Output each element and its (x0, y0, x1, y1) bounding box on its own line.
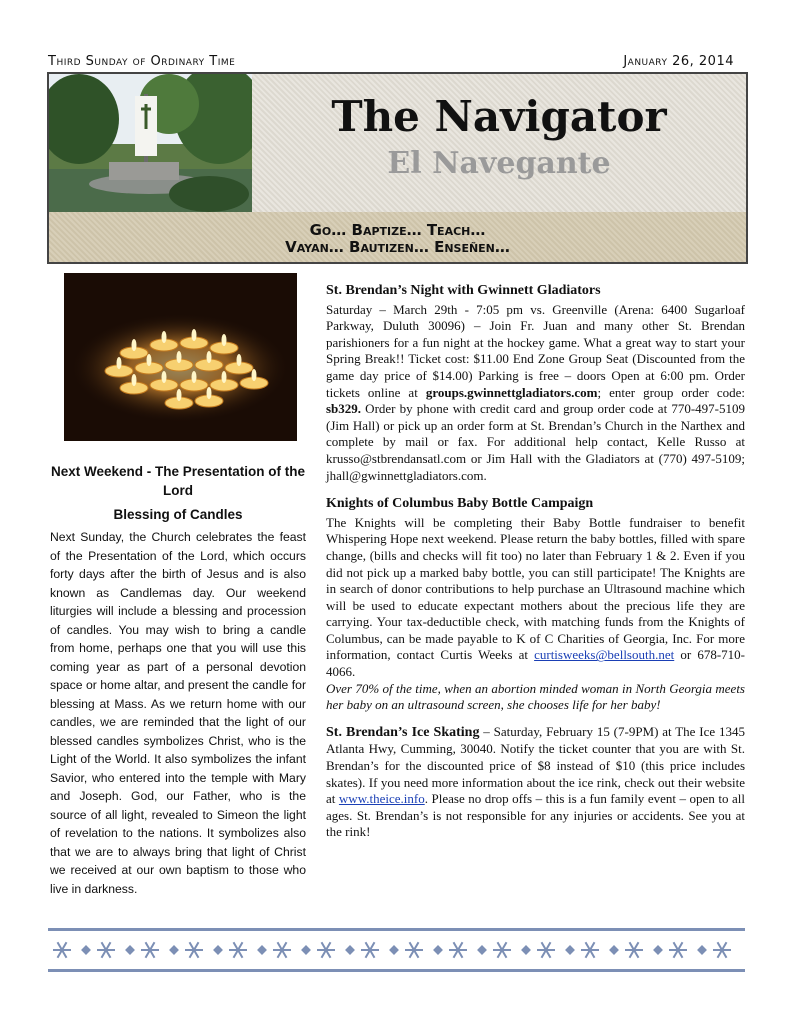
newsletter-subtitle: El Navegante (387, 146, 611, 181)
header-bar (48, 50, 734, 73)
snowflake-icon (229, 942, 247, 958)
gladiators-body (326, 302, 745, 485)
skating-text-1: – Saturday, February 15 (7-9PM) at The Ice 1345 Atlanta Hwy, Cumming, 30040. Notify the ticket counter that you are with St. Brendan’s for the discounted price of $8 instead of $10 (this price includes skates). If you need more information about the ice rink, check out their website at (326, 723, 745, 807)
gladiators-text-3: Order by phone with credit card and group order code at 770-497-5109 (Jim Hall) or pick up an order form at St. Brendan’s Church in the Narthex and complete by mail or fax. For additional help contact, Kelle Russo at krusso@stbrendansatl.com or Jim Hall with the Gladiators at (770) 497-5109; jhall@gwinnettgladiators.com. (326, 401, 745, 483)
diamond-icon (610, 946, 618, 954)
right-column (326, 283, 745, 841)
diamond-icon (258, 946, 266, 954)
gladiators-code: sb329. (326, 401, 362, 417)
snowflake-icon (449, 942, 467, 958)
gladiators-heading: St. Brendan’s Night with Gwinnett Gladiators (326, 283, 601, 298)
tagline-english: Go… Baptize… Teach… (309, 221, 486, 239)
ultrasound-quote: Over 70% of the time, when an abortion minded woman in North Georgia meets her baby on an ultrasound screen, she chooses life for her baby! (326, 680, 745, 713)
snowflake-icon (581, 942, 599, 958)
snowflake-icon (97, 942, 115, 958)
diamond-icon (522, 946, 530, 954)
diamond-icon (390, 946, 398, 954)
gladiators-section (326, 283, 745, 484)
theice-link[interactable]: www.theice.info (338, 791, 425, 807)
snowflake-border (48, 928, 745, 972)
skating-text-2: . Please no drop offs – this is a fun family event – open to all ages. St. Brendan’s is not responsible for any injuries or accidents. See you at the rink! (326, 791, 745, 840)
presentation-body: Next Sunday, the Church celebrates the feast of the Presentation of the Lord, which occurs forty days after the birth of Jesus and is also known as Candlemas day. Our weekend liturgies will include a blessing and procession of candles. You may wish to bring a candle from home, perhaps one that you will use this coming year as part of a personal devotion space or home altar, and present the candle for blessing at Mass. As we return home with our candles, we are reminded that the light of our blessed candles symbolizes Christ, who is the Light of the World. It also symbolizes the infant Savior, who entered into the temple with Mary and Joseph. God, our Father, who is the source of all light, revealed to Simeon the light of revelation to the nations. It symbolizes also that we are to always bring that light of Christ we received at our own baptism to those who live in darkness. (50, 530, 306, 896)
snowflake-icon (361, 942, 379, 958)
skating-heading: St. Brendan’s Ice Skating (326, 724, 480, 740)
candles-subheading: Blessing of Candles (113, 507, 243, 522)
knights-email-link[interactable]: curtisweeks@bellsouth.net (534, 647, 675, 663)
snowflake-icon (405, 942, 423, 958)
liturgical-date: Third Sunday of Ordinary Time (48, 54, 236, 69)
knights-text-2: or 678-710-4066. (326, 647, 745, 680)
snowflake-icon (53, 942, 71, 958)
diamond-icon (654, 946, 662, 954)
knights-heading: Knights of Columbus Baby Bottle Campaign (326, 496, 594, 512)
diamond-icon (478, 946, 486, 954)
snowflake-icon (317, 942, 335, 958)
diamond-icon (82, 946, 90, 954)
snowflake-icon (273, 942, 291, 958)
presentation-heading: Next Weekend - The Presentation of the Lord (50, 464, 306, 498)
snowflake-icon (141, 942, 159, 958)
church-garden-photo (49, 74, 254, 212)
candles-photo (64, 273, 297, 441)
diamond-icon (566, 946, 574, 954)
diamond-icon (214, 946, 222, 954)
diamond-icon (126, 946, 134, 954)
tagline-panel (49, 212, 746, 262)
diamond-icon (698, 946, 706, 954)
diamond-icon (346, 946, 354, 954)
knights-body (326, 515, 745, 681)
knights-text-1: The Knights will be completing their Baby Bottle fundraiser to benefit Whispering Hope next weekend. Please return the baby bottles, filled with spare change, (bills and checks will fit too) no later than February 1 & 2. Even if you did not pick up a marked baby bottle, you can still participate! The Knights are in search of donor contributions to help purchase an Ultrasound machine which will be used to educate expectant mothers about the precious life they are carrying. Your tax-deductible check, with matching funds from the Knights of Columbus, can be made payable to K of C Charities of Georgia, Inc. For more information, contact Curtis Weeks at (326, 514, 745, 663)
gladiators-site: groups.gwinnettgladiators.com (425, 384, 598, 400)
skating-body (326, 724, 745, 841)
title-panel (252, 74, 746, 214)
snowflake-icon (713, 942, 731, 958)
issue-date: January 26, 2014 (623, 54, 734, 69)
snowflake-icon (669, 942, 687, 958)
snowflake-icon (537, 942, 555, 958)
snowflake-icon (625, 942, 643, 958)
diamond-icon (170, 946, 178, 954)
tagline-spanish: Vayan… Bautizen… Enseñen… (285, 238, 510, 256)
diamond-icon (434, 946, 442, 954)
presentation-article (50, 462, 306, 898)
snowflake-icon (493, 942, 511, 958)
snowflake-icon (185, 942, 203, 958)
gladiators-text-1: Saturday – March 29th - 7:05 pm vs. Greenville (Arena: 6400 Sugarloaf Parkway, Duluth 30096) – Join Fr. Juan and many other St. Brendan parishioners for a fun night at the hockey game. What a great way to start your Spring Break!! Ticket cost: $11.00 End Zone Group Seat (Discounted from the game day price of $14.00) Parking is free – doors Open at 6:00 pm. Order tickets online at (326, 301, 745, 400)
diamond-icon (302, 946, 310, 954)
knights-section (326, 496, 745, 714)
gladiators-text-2: ; enter group order code: (597, 384, 745, 400)
masthead (47, 72, 748, 264)
skating-section (326, 724, 745, 841)
newsletter-title: The Navigator (331, 92, 667, 141)
